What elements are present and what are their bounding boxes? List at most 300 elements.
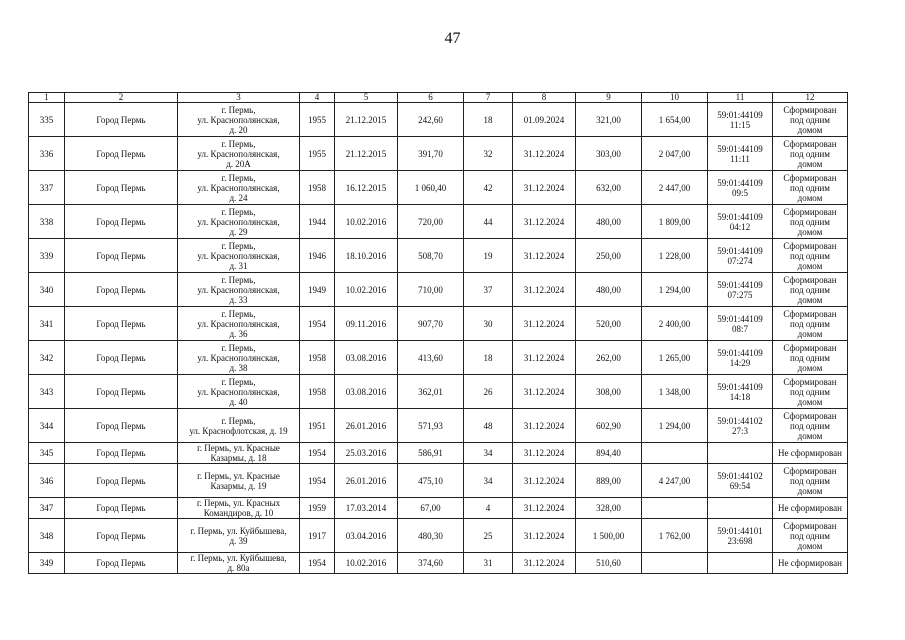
cadastral-number-cell-line: 59:01:44109	[717, 245, 763, 256]
cadastral-number-cell-line: 14:18	[729, 391, 751, 402]
residents-cell: 37	[464, 273, 513, 307]
land-status-cell-line: Не сформирован	[778, 503, 842, 513]
land-status-cell-line: под одним	[789, 352, 831, 363]
land-status-cell-line: под одним	[789, 250, 831, 261]
address-cell-line: г. Пермь, ул. Красные	[197, 443, 280, 453]
area-cell: 571,93	[398, 409, 464, 443]
land-status-cell-line: домом	[797, 158, 823, 169]
column-header-4: 4	[300, 93, 335, 103]
row-number: 335	[29, 103, 65, 137]
land-status-cell-line: Сформирован	[783, 376, 837, 387]
build-year-cell: 1958	[300, 171, 335, 205]
column-header-7: 7	[464, 93, 513, 103]
emergency-date-cell: 03.08.2016	[335, 341, 398, 375]
deadline-cell: 31.12.2024	[513, 464, 576, 498]
land-status-cell	[773, 307, 848, 341]
address-cell	[178, 409, 300, 443]
cadastral-number-cell-line: 59:01:44101	[717, 525, 763, 536]
row-number: 338	[29, 205, 65, 239]
land-status-cell	[773, 553, 848, 574]
address-cell-line: д. 20	[229, 124, 248, 135]
land-status-cell-line: под одним	[789, 420, 831, 431]
build-year-cell: 1946	[300, 239, 335, 273]
municipality-cell: Город Пермь	[65, 205, 178, 239]
land-status-cell	[773, 341, 848, 375]
residents-cell: 31	[464, 553, 513, 574]
row-number: 336	[29, 137, 65, 171]
row-number: 349	[29, 553, 65, 574]
residents-cell: 18	[464, 103, 513, 137]
emergency-date-cell: 18.10.2016	[335, 239, 398, 273]
address-cell	[178, 519, 300, 553]
address-cell-line: г. Пермь,	[221, 376, 256, 387]
address-cell-line: д. 36	[229, 328, 248, 339]
cadastral-number-cell	[708, 171, 773, 205]
land-area-cell	[642, 443, 708, 464]
cadastral-number-cell-line: 59:01:44102	[717, 415, 763, 426]
area-cell: 710,00	[398, 273, 464, 307]
area-cell: 475,10	[398, 464, 464, 498]
cadastral-number-cell-line: 11:15	[729, 119, 751, 130]
column-header-10: 10	[642, 93, 708, 103]
land-status-cell-line: домом	[797, 362, 823, 373]
land-status-cell-line: домом	[797, 294, 823, 305]
land-area-cell: 1 265,00	[642, 341, 708, 375]
address-cell-line: г. Пермь,	[221, 172, 256, 183]
land-status-cell-line: под одним	[789, 114, 831, 125]
cadastral-number-cell	[708, 409, 773, 443]
land-status-cell-line: Сформирован	[783, 206, 837, 217]
land-area-cell: 1 294,00	[642, 273, 708, 307]
land-status-cell	[773, 464, 848, 498]
second-area-cell: 889,00	[576, 464, 642, 498]
address-cell	[178, 464, 300, 498]
emergency-date-cell: 21.12.2015	[335, 137, 398, 171]
land-status-cell-line: Сформирован	[783, 410, 837, 421]
column-header-1: 1	[29, 93, 65, 103]
area-cell: 1 060,40	[398, 171, 464, 205]
land-area-cell: 4 247,00	[642, 464, 708, 498]
municipality-cell: Город Пермь	[65, 103, 178, 137]
address-cell-line: г. Пермь, ул. Куйбышева,	[190, 525, 287, 536]
area-cell: 67,00	[398, 498, 464, 519]
deadline-cell: 31.12.2024	[513, 553, 576, 574]
table-row	[29, 137, 848, 171]
address-cell-line: ул. Краснополянская,	[197, 182, 280, 193]
land-status-cell-line: Сформирован	[783, 465, 837, 476]
address-cell-line: г. Пермь,	[221, 206, 256, 217]
table-row	[29, 443, 848, 464]
area-cell: 242,60	[398, 103, 464, 137]
land-status-cell-line: домом	[797, 226, 823, 237]
deadline-cell: 31.12.2024	[513, 137, 576, 171]
land-status-cell-line: домом	[797, 192, 823, 203]
area-cell: 362,01	[398, 375, 464, 409]
address-cell	[178, 307, 300, 341]
cadastral-number-cell-line: 69:54	[729, 480, 751, 491]
address-cell-line: г. Пермь,	[221, 104, 256, 115]
address-cell-line: г. Пермь,	[221, 274, 256, 285]
emergency-date-cell: 21.12.2015	[335, 103, 398, 137]
table-row	[29, 307, 848, 341]
area-cell: 374,60	[398, 553, 464, 574]
land-status-cell-line: под одним	[789, 284, 831, 295]
cadastral-number-cell	[708, 464, 773, 498]
emergency-date-cell: 25.03.2016	[335, 443, 398, 464]
land-status-cell-line: под одним	[789, 148, 831, 159]
address-cell-line: д. 39	[229, 535, 248, 546]
residents-cell: 18	[464, 341, 513, 375]
cadastral-number-cell-line: 07:274	[727, 255, 753, 266]
land-area-cell	[642, 553, 708, 574]
address-cell	[178, 498, 300, 519]
row-number: 342	[29, 341, 65, 375]
emergency-date-cell: 10.02.2016	[335, 205, 398, 239]
residents-cell: 48	[464, 409, 513, 443]
residents-cell: 26	[464, 375, 513, 409]
address-cell-line: д. 38	[229, 362, 248, 373]
build-year-cell: 1954	[300, 307, 335, 341]
land-status-cell-line: Сформирован	[783, 138, 837, 149]
emergency-date-cell: 10.02.2016	[335, 273, 398, 307]
address-cell	[178, 273, 300, 307]
column-header-6: 6	[398, 93, 464, 103]
cadastral-number-cell-line: 59:01:44109	[717, 109, 763, 120]
second-area-cell: 321,00	[576, 103, 642, 137]
address-cell-line: д. 40	[229, 396, 248, 407]
land-status-cell-line: домом	[797, 485, 823, 496]
table-row	[29, 103, 848, 137]
land-status-cell	[773, 137, 848, 171]
address-cell	[178, 239, 300, 273]
column-number-row	[29, 93, 848, 103]
address-cell-line: Казармы, д. 18	[210, 453, 267, 463]
land-area-cell: 1 348,00	[642, 375, 708, 409]
land-status-cell	[773, 519, 848, 553]
second-area-cell: 250,00	[576, 239, 642, 273]
address-cell	[178, 205, 300, 239]
municipality-cell: Город Пермь	[65, 307, 178, 341]
residents-cell: 42	[464, 171, 513, 205]
build-year-cell: 1954	[300, 553, 335, 574]
land-status-cell	[773, 375, 848, 409]
address-cell-line: г. Пермь,	[221, 308, 256, 319]
address-cell-line: ул. Краснополянская,	[197, 216, 280, 227]
area-cell: 413,60	[398, 341, 464, 375]
land-status-cell	[773, 498, 848, 519]
municipality-cell: Город Пермь	[65, 498, 178, 519]
land-status-cell-line: Сформирован	[783, 342, 837, 353]
address-cell-line: д. 31	[229, 260, 248, 271]
address-cell-line: ул. Краснополянская,	[197, 284, 280, 295]
area-cell: 907,70	[398, 307, 464, 341]
land-area-cell: 1 809,00	[642, 205, 708, 239]
table-row	[29, 375, 848, 409]
address-cell-line: ул. Краснополянская,	[197, 386, 280, 397]
municipality-cell: Город Пермь	[65, 443, 178, 464]
cadastral-number-cell-line: 08:7	[731, 323, 748, 334]
deadline-cell: 31.12.2024	[513, 443, 576, 464]
second-area-cell: 1 500,00	[576, 519, 642, 553]
table-row	[29, 498, 848, 519]
area-cell: 391,70	[398, 137, 464, 171]
residents-cell: 32	[464, 137, 513, 171]
residents-cell: 4	[464, 498, 513, 519]
land-area-cell: 1 228,00	[642, 239, 708, 273]
emergency-date-cell: 17.03.2014	[335, 498, 398, 519]
address-cell-line: ул. Краснофлотская, д. 19	[189, 425, 288, 436]
residents-cell: 19	[464, 239, 513, 273]
build-year-cell: 1954	[300, 464, 335, 498]
land-status-cell-line: Сформирован	[783, 520, 837, 531]
table-row	[29, 273, 848, 307]
build-year-cell: 1917	[300, 519, 335, 553]
address-cell-line: г. Пермь,	[221, 240, 256, 251]
land-status-cell	[773, 443, 848, 464]
land-status-cell-line: Не сформирован	[778, 558, 842, 568]
land-area-cell: 2 447,00	[642, 171, 708, 205]
cadastral-number-cell	[708, 519, 773, 553]
land-area-cell: 1 294,00	[642, 409, 708, 443]
land-status-cell-line: домом	[797, 124, 823, 135]
row-number: 341	[29, 307, 65, 341]
deadline-cell: 31.12.2024	[513, 273, 576, 307]
second-area-cell: 480,00	[576, 205, 642, 239]
deadline-cell: 31.12.2024	[513, 341, 576, 375]
address-cell-line: Казармы, д. 19	[210, 480, 267, 491]
land-status-cell	[773, 103, 848, 137]
land-status-cell-line: домом	[797, 540, 823, 551]
municipality-cell: Город Пермь	[65, 273, 178, 307]
address-cell-line: ул. Краснополянская,	[197, 148, 280, 159]
land-area-cell: 2 047,00	[642, 137, 708, 171]
second-area-cell: 632,00	[576, 171, 642, 205]
table-body	[29, 103, 848, 574]
cadastral-number-cell-line: 59:01:44109	[717, 347, 763, 358]
emergency-date-cell: 03.08.2016	[335, 375, 398, 409]
address-cell-line: ул. Краснополянская,	[197, 250, 280, 261]
address-cell-line: г. Пермь,	[221, 342, 256, 353]
deadline-cell: 31.12.2024	[513, 205, 576, 239]
deadline-cell: 31.12.2024	[513, 171, 576, 205]
land-status-cell-line: Сформирован	[783, 274, 837, 285]
address-cell-line: ул. Краснополянская,	[197, 114, 280, 125]
column-header-3: 3	[178, 93, 300, 103]
municipality-cell: Город Пермь	[65, 375, 178, 409]
land-status-cell-line: под одним	[789, 475, 831, 486]
cadastral-number-cell	[708, 239, 773, 273]
emergency-date-cell: 16.12.2015	[335, 171, 398, 205]
column-header-8: 8	[513, 93, 576, 103]
address-cell-line: г. Пермь, ул. Красные	[197, 470, 280, 481]
land-status-cell-line: под одним	[789, 216, 831, 227]
build-year-cell: 1949	[300, 273, 335, 307]
table-row	[29, 409, 848, 443]
land-status-cell-line: домом	[797, 328, 823, 339]
emergency-date-cell: 26.01.2016	[335, 409, 398, 443]
address-cell-line: д. 20А	[226, 158, 251, 169]
build-year-cell: 1959	[300, 498, 335, 519]
emergency-date-cell: 10.02.2016	[335, 553, 398, 574]
cadastral-number-cell-line: 59:01:44102	[717, 470, 763, 481]
area-cell: 720,00	[398, 205, 464, 239]
build-year-cell: 1951	[300, 409, 335, 443]
land-status-cell-line: под одним	[789, 182, 831, 193]
land-status-cell	[773, 273, 848, 307]
cadastral-number-cell-line: 04:12	[729, 221, 751, 232]
second-area-cell: 510,60	[576, 553, 642, 574]
second-area-cell: 480,00	[576, 273, 642, 307]
land-status-cell	[773, 205, 848, 239]
address-cell-line: ул. Краснополянская,	[197, 318, 280, 329]
row-number: 337	[29, 171, 65, 205]
cadastral-number-cell	[708, 273, 773, 307]
cadastral-number-cell	[708, 137, 773, 171]
land-status-cell-line: Сформирован	[783, 172, 837, 183]
land-status-cell-line: Сформирован	[783, 240, 837, 251]
address-cell-line: г. Пермь,	[221, 138, 256, 149]
housing-registry-table	[28, 92, 848, 574]
land-status-cell-line: под одним	[789, 386, 831, 397]
area-cell: 586,91	[398, 443, 464, 464]
second-area-cell: 520,00	[576, 307, 642, 341]
land-area-cell: 1 762,00	[642, 519, 708, 553]
residents-cell: 30	[464, 307, 513, 341]
land-status-cell	[773, 171, 848, 205]
second-area-cell: 328,00	[576, 498, 642, 519]
table-row	[29, 239, 848, 273]
cadastral-number-cell	[708, 498, 773, 519]
second-area-cell: 308,00	[576, 375, 642, 409]
column-header-9: 9	[576, 93, 642, 103]
row-number: 343	[29, 375, 65, 409]
row-number: 346	[29, 464, 65, 498]
cadastral-number-cell-line: 07:275	[727, 289, 753, 300]
row-number: 344	[29, 409, 65, 443]
cadastral-number-cell-line: 59:01:44109	[717, 381, 763, 392]
cadastral-number-cell-line: 59:01:44109	[717, 211, 763, 222]
emergency-date-cell: 09.11.2016	[335, 307, 398, 341]
residents-cell: 44	[464, 205, 513, 239]
municipality-cell: Город Пермь	[65, 239, 178, 273]
cadastral-number-cell-line: 09:5	[731, 187, 748, 198]
build-year-cell: 1955	[300, 103, 335, 137]
cadastral-number-cell	[708, 205, 773, 239]
address-cell	[178, 103, 300, 137]
address-cell-line: Командиров, д. 10	[203, 508, 274, 518]
cadastral-number-cell-line: 59:01:44109	[717, 279, 763, 290]
second-area-cell: 303,00	[576, 137, 642, 171]
address-cell	[178, 443, 300, 464]
cadastral-number-cell-line: 23:698	[727, 535, 753, 546]
municipality-cell: Город Пермь	[65, 464, 178, 498]
build-year-cell: 1958	[300, 375, 335, 409]
column-header-12: 12	[773, 93, 848, 103]
column-header-11: 11	[708, 93, 773, 103]
second-area-cell: 262,00	[576, 341, 642, 375]
land-status-cell	[773, 239, 848, 273]
table-row	[29, 519, 848, 553]
build-year-cell: 1944	[300, 205, 335, 239]
build-year-cell: 1958	[300, 341, 335, 375]
cadastral-number-cell	[708, 375, 773, 409]
address-cell-line: д. 24	[229, 192, 248, 203]
address-cell-line: г. Пермь,	[221, 415, 256, 426]
land-status-cell-line: домом	[797, 260, 823, 271]
land-status-cell-line: домом	[797, 396, 823, 407]
municipality-cell: Город Пермь	[65, 171, 178, 205]
cadastral-number-cell-line: 59:01:44109	[717, 313, 763, 324]
land-status-cell	[773, 409, 848, 443]
deadline-cell: 31.12.2024	[513, 307, 576, 341]
cadastral-number-cell-line: 14:29	[729, 357, 751, 368]
land-status-cell-line: Сформирован	[783, 104, 837, 115]
cadastral-number-cell-line: 59:01:44109	[717, 143, 763, 154]
column-header-2: 2	[65, 93, 178, 103]
residents-cell: 34	[464, 443, 513, 464]
land-status-cell-line: домом	[797, 430, 823, 441]
residents-cell: 34	[464, 464, 513, 498]
residents-cell: 25	[464, 519, 513, 553]
cadastral-number-cell-line: 27:3	[731, 425, 748, 436]
deadline-cell: 31.12.2024	[513, 239, 576, 273]
address-cell-line: д. 80а	[227, 563, 250, 573]
deadline-cell: 31.12.2024	[513, 375, 576, 409]
table-row	[29, 205, 848, 239]
address-cell-line: г. Пермь, ул. Красных	[196, 498, 281, 508]
row-number: 345	[29, 443, 65, 464]
row-number: 340	[29, 273, 65, 307]
emergency-date-cell: 26.01.2016	[335, 464, 398, 498]
address-cell	[178, 137, 300, 171]
table-row	[29, 464, 848, 498]
address-cell-line: д. 29	[229, 226, 248, 237]
municipality-cell: Город Пермь	[65, 553, 178, 574]
build-year-cell: 1955	[300, 137, 335, 171]
address-cell	[178, 553, 300, 574]
row-number: 347	[29, 498, 65, 519]
land-status-cell-line: Не сформирован	[778, 448, 842, 458]
land-area-cell: 1 654,00	[642, 103, 708, 137]
address-cell	[178, 341, 300, 375]
land-area-cell: 2 400,00	[642, 307, 708, 341]
cadastral-number-cell	[708, 103, 773, 137]
emergency-date-cell: 03.04.2016	[335, 519, 398, 553]
cadastral-number-cell-line: 11:11	[730, 153, 750, 164]
second-area-cell: 894,40	[576, 443, 642, 464]
address-cell	[178, 375, 300, 409]
table-row	[29, 171, 848, 205]
second-area-cell: 602,90	[576, 409, 642, 443]
table-row	[29, 553, 848, 574]
row-number: 348	[29, 519, 65, 553]
deadline-cell: 31.12.2024	[513, 409, 576, 443]
column-header-5: 5	[335, 93, 398, 103]
address-cell-line: д. 33	[229, 294, 248, 305]
land-status-cell-line: под одним	[789, 318, 831, 329]
address-cell-line: г. Пермь, ул. Куйбышева,	[190, 553, 287, 563]
municipality-cell: Город Пермь	[65, 137, 178, 171]
address-cell	[178, 171, 300, 205]
build-year-cell: 1954	[300, 443, 335, 464]
table-row	[29, 341, 848, 375]
land-status-cell-line: под одним	[789, 530, 831, 541]
cadastral-number-cell	[708, 443, 773, 464]
deadline-cell: 01.09.2024	[513, 103, 576, 137]
area-cell: 480,30	[398, 519, 464, 553]
deadline-cell: 31.12.2024	[513, 519, 576, 553]
land-status-cell-line: Сформирован	[783, 308, 837, 319]
